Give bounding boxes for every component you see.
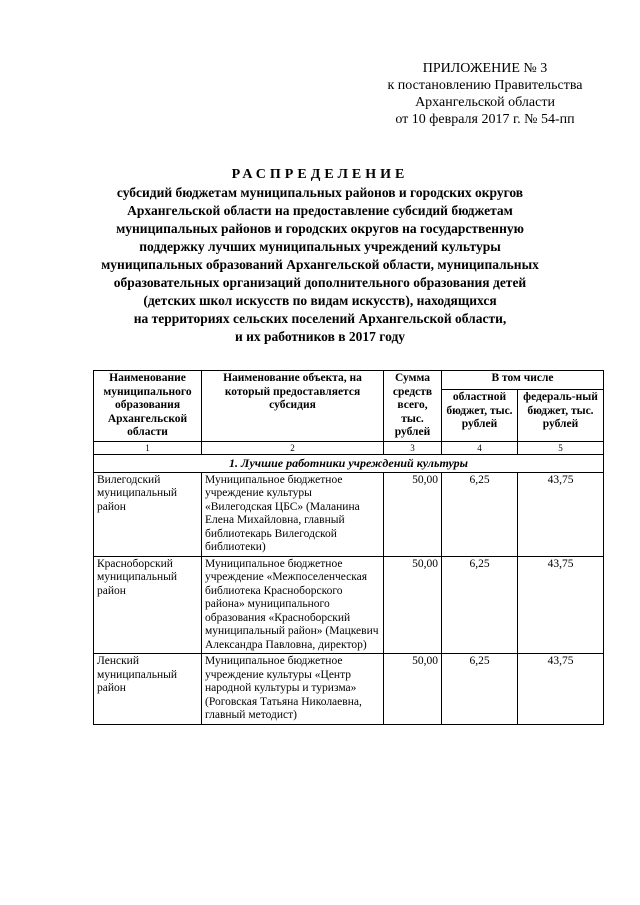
- document-title: [0, 166, 640, 346]
- total-cell: 50,00: [384, 654, 442, 725]
- title-heading: РАСПРЕДЕЛЕНИЕ: [231, 167, 409, 182]
- title-line: субсидий бюджетам муниципальных районов и городских округов: [116, 185, 524, 200]
- object-cell: Муниципальное бюджетное учреждение «Межпоселенческая библиотека Красноборского района» муниципального образования «Красноборский муниципальный район» (Мацкевич Александра Павловна, директор): [202, 556, 384, 654]
- section-row: [94, 454, 604, 472]
- title-line: образовательных организаций дополнительного образования детей: [113, 275, 527, 290]
- header-object: Наименование объекта, на который предоставляется субсидия: [202, 371, 384, 442]
- column-number: 3: [384, 441, 442, 454]
- title-line: на территориях сельских поселений Архангельской области,: [133, 311, 507, 326]
- total-cell: 50,00: [384, 556, 442, 654]
- title-line: Архангельской области на предоставление субсидий бюджетам: [127, 203, 513, 218]
- table-row: [94, 654, 604, 725]
- regional-cell: 6,25: [442, 556, 518, 654]
- total-cell: 50,00: [384, 472, 442, 556]
- column-number: 1: [94, 441, 202, 454]
- column-number: 4: [442, 441, 518, 454]
- header-regional: областной бюджет, тыс. рублей: [442, 390, 518, 441]
- approval-resolution-line: к постановлению Правительства: [387, 78, 583, 93]
- approval-block: [370, 60, 600, 128]
- header-federal: федераль-ный бюджет, тыс. рублей: [518, 390, 604, 441]
- header-including: В том числе: [442, 371, 604, 390]
- object-cell: Муниципальное бюджетное учреждение культуры «Вилегодская ЦБС» (Маланина Елена Михайловна, главный библиотекарь Вилегодской библиотеки): [202, 472, 384, 556]
- header-total: Сумма средств всего, тыс. рублей: [384, 371, 442, 442]
- federal-cell: 43,75: [518, 472, 604, 556]
- table-row: [94, 556, 604, 654]
- distribution-table: [93, 370, 604, 725]
- approval-date-line: от 10 февраля 2017 г. № 54-пп: [395, 112, 575, 127]
- table-row: [94, 472, 604, 556]
- regional-cell: 6,25: [442, 654, 518, 725]
- approval-appendix-number: ПРИЛОЖЕНИЕ № 3: [422, 61, 548, 76]
- title-line: муниципальных образований Архангельской области, муниципальных: [101, 257, 539, 272]
- title-line: муниципальных районов и городских округов на государственную: [116, 221, 524, 236]
- title-line: (детских школ искусств по видам искусств), находящихся: [143, 293, 497, 308]
- federal-cell: 43,75: [518, 556, 604, 654]
- header-district: Наименование муниципального образования Архангельской области: [94, 371, 202, 442]
- district-cell: Красноборский муниципальный район: [94, 556, 202, 654]
- table-header-row: [94, 371, 604, 390]
- title-line: поддержку лучших муниципальных учреждений культуры: [139, 239, 501, 254]
- column-number: 5: [518, 441, 604, 454]
- approval-region-line: Архангельской области: [415, 95, 555, 110]
- object-cell: Муниципальное бюджетное учреждение культуры «Центр народной культуры и туризма» (Роговская Татьяна Николаевна, главный методист): [202, 654, 384, 725]
- federal-cell: 43,75: [518, 654, 604, 725]
- section-title: 1. Лучшие работники учреждений культуры: [94, 454, 604, 472]
- regional-cell: 6,25: [442, 472, 518, 556]
- district-cell: Ленский муниципальный район: [94, 654, 202, 725]
- district-cell: Вилегодский муниципальный район: [94, 472, 202, 556]
- column-number-row: [94, 441, 604, 454]
- title-line: и их работников в 2017 году: [234, 329, 406, 344]
- column-number: 2: [202, 441, 384, 454]
